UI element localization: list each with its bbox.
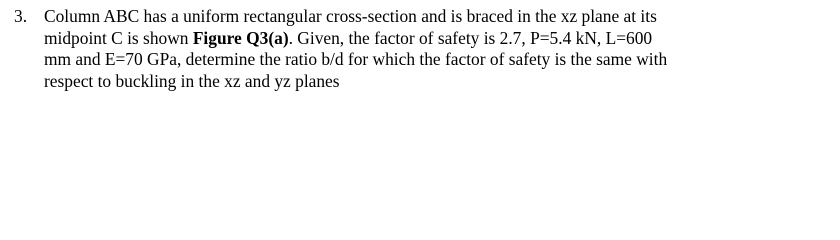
question-line-3: mm and E=70 GPa, determine the ratio b/d for which the factor of safety is the same with (44, 49, 668, 69)
question-line-2 (44, 28, 834, 50)
figure-reference: Figure Q3(a) (192, 27, 289, 48)
line-2-text-start: midpoint C is shown (44, 27, 193, 48)
question-line-1: Column ABC has a uniform rectangular cross-section and is braced in the xz plane at its (44, 6, 657, 26)
question-3 (14, 6, 834, 92)
question-line-4: respect to buckling in the xz and yz planes (44, 70, 340, 91)
question-text (44, 6, 834, 92)
question-number: 3. (14, 6, 28, 26)
line-2-text-end: . Given, the factor of safety is 2.7, P=5.4 kN, L=600 (288, 27, 653, 48)
